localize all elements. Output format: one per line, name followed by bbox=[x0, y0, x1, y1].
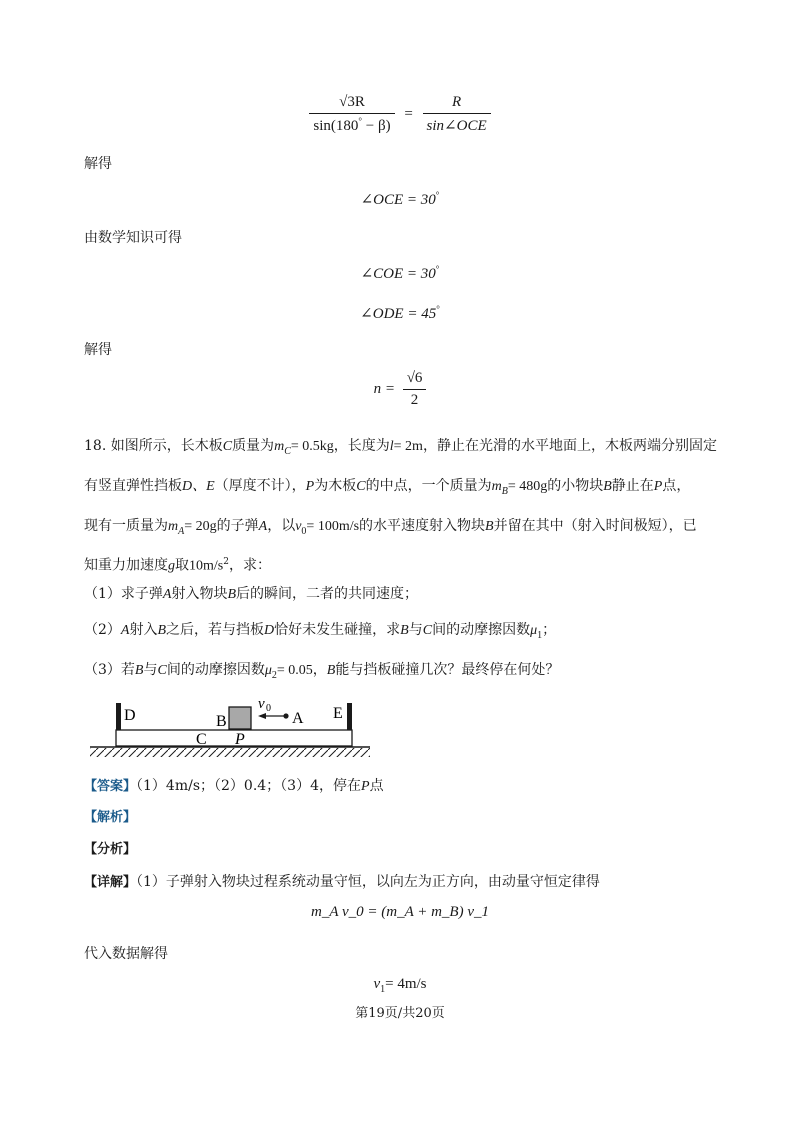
var: C bbox=[157, 663, 167, 678]
value: = 4m/s bbox=[385, 976, 427, 992]
text: 现有一质量为 bbox=[84, 518, 168, 534]
var: D bbox=[264, 623, 275, 638]
equation-v1 bbox=[0, 976, 800, 995]
answer-tail: 点 bbox=[369, 778, 384, 794]
text: 与 bbox=[408, 622, 423, 638]
subscript: 1 bbox=[380, 984, 386, 995]
arrow-head bbox=[258, 713, 266, 719]
detail-tag: 【详解】 bbox=[84, 875, 137, 890]
label-jiede-2: 解得 bbox=[84, 342, 112, 358]
var: P bbox=[361, 779, 370, 794]
label-c: C bbox=[196, 731, 207, 748]
var: g bbox=[168, 558, 175, 574]
text: 的子弹 bbox=[216, 518, 259, 534]
equation-angle-oce bbox=[0, 190, 800, 209]
text: （2） bbox=[84, 622, 121, 638]
text: 为木板 bbox=[314, 478, 357, 494]
text: （1）求子弹 bbox=[84, 586, 163, 602]
text: 静止在 bbox=[611, 478, 654, 494]
answer-tag: 【答案】 bbox=[84, 779, 137, 794]
subscript: 0 bbox=[301, 525, 307, 537]
label-v-sub: 0 bbox=[266, 703, 271, 714]
value: = 0.05 bbox=[276, 663, 313, 678]
label-a: A bbox=[292, 710, 304, 727]
q18-sub-question-2 bbox=[84, 620, 556, 646]
angle-oce-text: ∠OCE = 30 bbox=[360, 192, 436, 208]
fraction-right bbox=[423, 94, 491, 135]
value: = 2m bbox=[393, 439, 423, 454]
fraction-left bbox=[309, 94, 394, 135]
var: A bbox=[258, 519, 268, 534]
page-footer: 第19页/共20页 bbox=[355, 1006, 445, 1021]
den-right-text: − β) bbox=[361, 118, 391, 134]
ground-hatch bbox=[90, 748, 370, 757]
var: B bbox=[603, 479, 612, 494]
var: C bbox=[356, 479, 366, 494]
text: 之后，若与挡板 bbox=[166, 622, 265, 638]
equation-momentum bbox=[0, 904, 800, 921]
text: 的中点，一个质量为 bbox=[365, 478, 492, 494]
subscript: 2 bbox=[271, 669, 277, 681]
text: ，静止在光滑的水平地面上，木板两端分别固定 bbox=[422, 438, 717, 454]
text: 取 bbox=[175, 557, 189, 574]
angle-coe-text: ∠COE = 30 bbox=[360, 266, 436, 282]
fraction-left-numerator: √3R bbox=[309, 94, 394, 114]
var: P bbox=[653, 479, 663, 494]
degree-sign: ° bbox=[358, 116, 362, 126]
label-e: E bbox=[333, 705, 343, 722]
var: μ bbox=[264, 663, 272, 678]
subscript: C bbox=[284, 445, 291, 457]
text: 射入物块 bbox=[171, 586, 228, 602]
text: 的小物块 bbox=[547, 478, 604, 494]
degree-sign: ° bbox=[435, 190, 440, 200]
value: = 480g bbox=[507, 479, 548, 494]
var: μ bbox=[530, 623, 538, 638]
text: 与 bbox=[143, 662, 158, 678]
subscript: 1 bbox=[537, 629, 543, 641]
degree-sign: ° bbox=[435, 264, 440, 274]
label-d: D bbox=[124, 707, 136, 724]
text: 并留在其中（射入时间极短），已 bbox=[493, 518, 697, 534]
var: B bbox=[485, 519, 494, 534]
q18-line-4 bbox=[84, 552, 271, 577]
detail-line bbox=[84, 872, 600, 893]
fraction-right-numerator: R bbox=[423, 94, 491, 114]
physics-diagram bbox=[80, 694, 380, 762]
text: ； bbox=[542, 622, 557, 638]
value: = 100m/s bbox=[306, 519, 360, 534]
equation-angle-coe bbox=[0, 264, 800, 283]
label-math-knowledge: 由数学知识可得 bbox=[84, 230, 182, 246]
var: B bbox=[134, 663, 144, 678]
equals-sign: = bbox=[404, 105, 413, 122]
var: v bbox=[373, 976, 381, 992]
var: C bbox=[422, 623, 433, 638]
q18-line-2 bbox=[84, 476, 690, 502]
text: ，求： bbox=[228, 557, 271, 574]
superscript: 2 bbox=[223, 557, 229, 567]
text: 18. 如图所示，长木板 bbox=[84, 438, 223, 454]
q18-sub-question-3 bbox=[84, 660, 559, 686]
var: B bbox=[400, 623, 409, 638]
fraction-sqrt6-over-2 bbox=[403, 370, 427, 409]
fraction-right-denominator: sin∠OCE bbox=[426, 118, 487, 134]
var: m bbox=[168, 519, 179, 534]
var: B bbox=[227, 587, 237, 602]
text: 间的动摩擦因数 bbox=[166, 662, 265, 678]
value: = 20g bbox=[184, 519, 217, 534]
text: 有竖直弹性挡板 bbox=[84, 478, 182, 494]
detail-text: （1）子弹射入物块过程系统动量守恒，以向左为正方向，由动量守恒定律得 bbox=[136, 874, 600, 890]
q18-line-1 bbox=[84, 436, 717, 462]
text: 的水平速度射入物块 bbox=[359, 518, 486, 534]
angle-ode-text: ∠ODE = 45 bbox=[360, 306, 437, 322]
wall-e bbox=[347, 703, 352, 730]
text: （厚度不计）， bbox=[214, 478, 306, 494]
subscript: A bbox=[178, 525, 185, 537]
text: 能与挡板碰撞几次？最终停在何处？ bbox=[335, 662, 560, 678]
text: 恰好未发生碰撞，求 bbox=[274, 622, 401, 638]
var: l bbox=[389, 439, 394, 454]
label-p: P bbox=[235, 731, 245, 748]
label-substitute: 代入数据解得 bbox=[84, 946, 168, 962]
answer-line bbox=[84, 776, 384, 797]
var: C bbox=[222, 439, 233, 454]
value: = 0.5kg bbox=[290, 439, 334, 454]
var: P bbox=[305, 479, 315, 494]
equation-law-of-sines bbox=[0, 94, 800, 135]
text: 质量为 bbox=[232, 438, 275, 454]
var: D、E bbox=[182, 479, 215, 494]
value: 10m/s bbox=[189, 558, 224, 574]
fenxi-tag: 【分析】 bbox=[84, 842, 137, 857]
wall-d bbox=[116, 703, 121, 730]
var: m bbox=[491, 479, 502, 494]
block-b bbox=[229, 707, 251, 729]
var: A bbox=[120, 623, 130, 638]
text: 知重力加速度 bbox=[84, 557, 168, 574]
var: m bbox=[274, 439, 285, 454]
label-v: v bbox=[258, 696, 265, 712]
text: 间的动摩擦因数 bbox=[432, 622, 531, 638]
label-jiede-1: 解得 bbox=[84, 156, 112, 172]
text: ，以 bbox=[267, 518, 296, 534]
momentum-equation-text: m_A v_0 = (m_A + m_B) v_1 bbox=[311, 904, 489, 920]
q18-line-3 bbox=[84, 516, 697, 542]
text: 后的瞬间，二者的共同速度； bbox=[236, 586, 419, 602]
subscript: B bbox=[501, 485, 508, 497]
board-c bbox=[116, 730, 352, 746]
label-b: B bbox=[216, 713, 227, 730]
var: A bbox=[162, 587, 172, 602]
var: B bbox=[326, 663, 336, 678]
analysis-tag: 【解析】 bbox=[84, 810, 137, 825]
equation-refractive-index bbox=[0, 370, 800, 409]
bullet-a bbox=[283, 713, 288, 718]
n-equals: n = bbox=[373, 380, 395, 397]
text: ， bbox=[312, 662, 327, 678]
degree-sign: ° bbox=[436, 304, 440, 314]
den-left-text: sin(180 bbox=[313, 118, 359, 134]
fraction-denominator: 2 bbox=[410, 392, 419, 408]
answer-text: （1）4m/s；（2）0.4；（3）4，停在 bbox=[136, 778, 361, 794]
var: B bbox=[157, 623, 167, 638]
text: 射入 bbox=[129, 622, 158, 638]
equation-angle-ode bbox=[0, 304, 800, 323]
text: ，长度为 bbox=[333, 438, 390, 454]
text: （3）若 bbox=[84, 662, 135, 678]
var: v bbox=[295, 519, 302, 534]
fraction-numerator: √6 bbox=[403, 370, 427, 390]
q18-sub-question-1 bbox=[84, 584, 418, 605]
text: 点， bbox=[662, 478, 691, 494]
fraction-left-denominator bbox=[309, 114, 394, 135]
